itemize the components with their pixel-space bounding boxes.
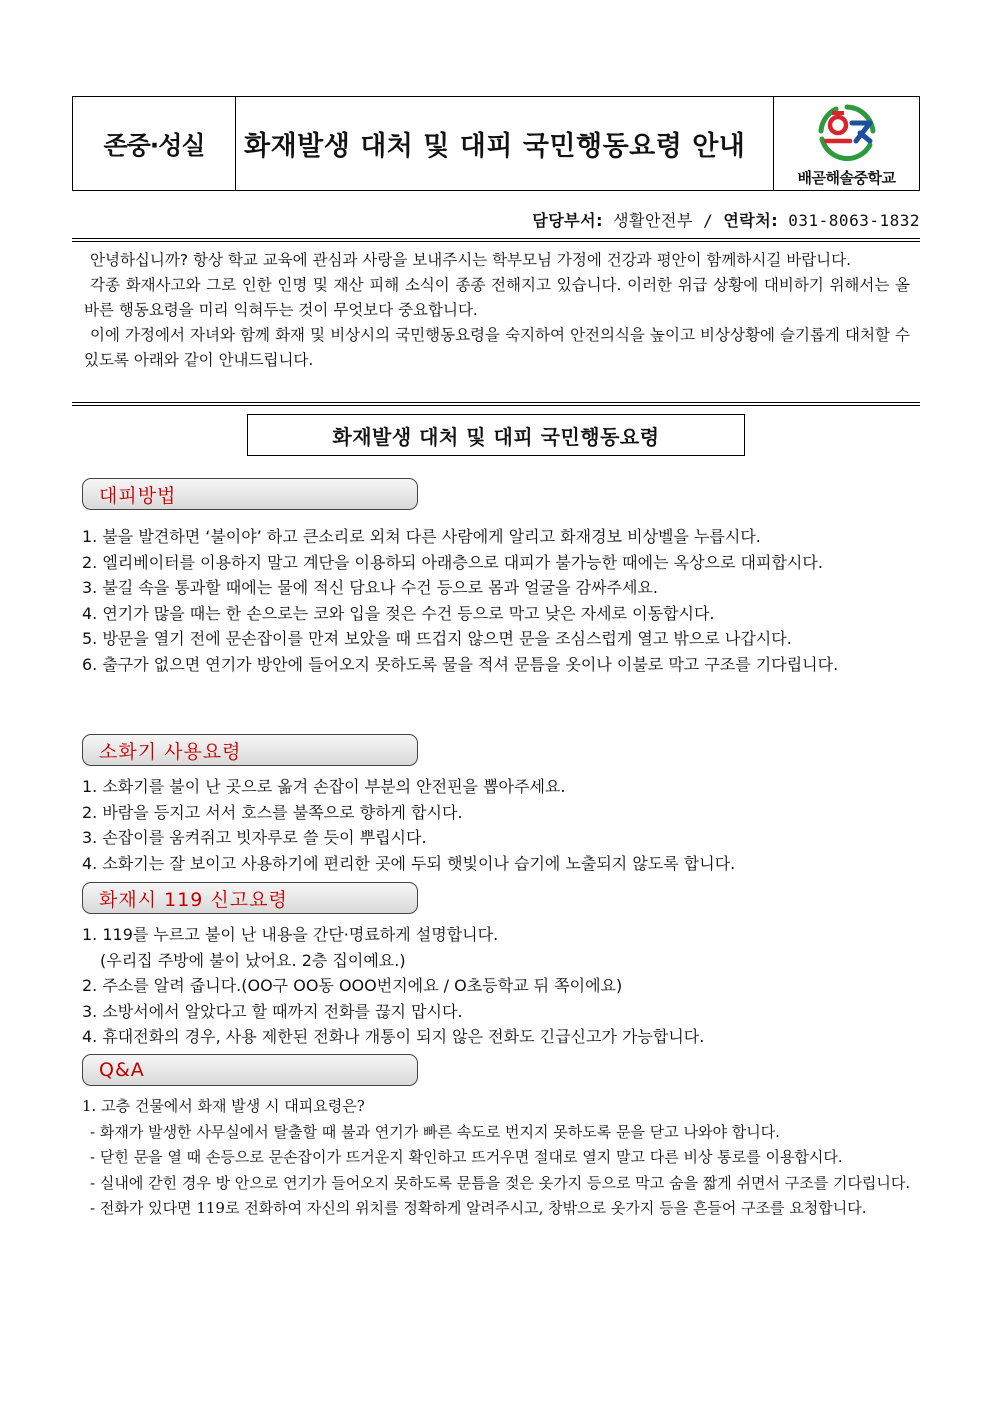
divider-top-2: [72, 241, 920, 242]
qa-question: 1. 고층 건물에서 화재 발생 시 대피요령은?: [82, 1097, 365, 1115]
list-item: (우리집 주방에 불이 났어요. 2층 집이예요.): [100, 950, 406, 970]
qa-answer: - 닫힌 문을 열 때 손등으로 문손잡이가 뜨거운지 확인하고 뜨거우면 절대로 열지 말고 다른 비상 통로를 이용합시다.: [90, 1148, 843, 1166]
list-item: 3. 손잡이를 움켜쥐고 빗자루로 쓸 듯이 뿌립시다.: [82, 828, 427, 847]
report-list: [82, 922, 914, 1050]
list-item: 1. 소화기를 불이 난 곳으로 옮겨 손잡이 부분의 안전핀을 뽑아주세요.: [82, 777, 566, 796]
phone-value: 031-8063-1832: [788, 211, 920, 230]
divider-bottom-2: [72, 405, 920, 406]
qa-answer: - 전화가 있다면 119로 전화하여 자신의 위치를 정확하게 알려주시고, 창밖으로 옷가지 등을 흔들어 구조를 요청합니다.: [90, 1199, 867, 1217]
list-item: 2. 바람을 등지고 서서 호스를 불쪽으로 향하게 합시다.: [82, 802, 463, 822]
list-item: 6. 출구가 없으면 연기가 방안에 들어오지 못하도록 물을 적셔 문틈을 옷이나 이불로 막고 구조를 기다립니다.: [82, 654, 839, 674]
intro-paragraph: 각종 화재사고와 그로 인한 인명 및 재산 피해 소식이 종종 전해지고 있습니다. 이러한 위급 상황에 대비하기 위해서는 올바른 행동요령을 미리 익혀두는 것이 무엇보다 중요합니다.: [84, 276, 910, 319]
qa-list: [82, 1094, 914, 1222]
list-item: 3. 불길 속을 통과할 때에는 물에 적신 담요나 수건 등으로 몸과 얼굴을 감싸주세요.: [82, 578, 658, 597]
dept-label: 담당부서:: [532, 211, 603, 230]
list-item: 3. 소방서에서 알았다고 할 때까지 전화를 끊지 맙시다.: [82, 1001, 463, 1021]
school-emblem-icon: [812, 101, 882, 165]
intro-paragraph: 안녕하십니까? 항상 학교 교육에 관심과 사랑을 보내주시는 학부모님 가정에 건강과 평안이 함께하시길 바랍니다.: [90, 251, 852, 269]
section-heading-report: 화재시 119 신고요령: [82, 882, 418, 914]
intro-text: [84, 248, 910, 373]
list-item: 2. 엘리베이터를 이용하지 말고 계단을 이용하되 아래층으로 대피가 불가능한 때에는 옥상으로 대피합시다.: [82, 552, 823, 572]
list-item: 5. 방문을 열기 전에 문손잡이를 만져 보았을 때 뜨겁지 않으면 문을 조심스럽게 열고 밖으로 나갑시다.: [82, 629, 792, 648]
list-item: 4. 휴대전화의 경우, 사용 제한된 전화나 개통이 되지 않은 전화도 긴급신고가 가능합니다.: [82, 1027, 705, 1046]
phone-label: 연락처:: [723, 211, 779, 230]
header-table: [72, 96, 920, 191]
divider-top: [72, 238, 920, 239]
qa-answer: - 화재가 발생한 사무실에서 탈출할 때 불과 연기가 빠른 속도로 번지지 못하도록 문을 닫고 나와야 합니다.: [90, 1122, 780, 1141]
intro-paragraph: 이에 가정에서 자녀와 함께 화재 및 비상시의 국민행동요령을 숙지하여 안전의식을 높이고 비상상황에 슬기롭게 대처할 수 있도록 아래와 같이 안내드립니다.: [84, 326, 910, 369]
contact-line: [532, 208, 920, 231]
school-logo: [774, 97, 919, 190]
qa-answer: - 실내에 갇힌 경우 방 안으로 연기가 들어오지 못하도록 문틈을 젖은 옷가지 등으로 막고 숨을 짧게 쉬면서 구조를 기다립니다.: [90, 1173, 911, 1192]
document-title: 화재발생 대처 및 대피 국민행동요령 안내: [236, 97, 774, 190]
list-item: 4. 소화기는 잘 보이고 사용하기에 편리한 곳에 두되 햇빛이나 습기에 노출되지 않도록 합니다.: [82, 853, 736, 873]
section-heading-qa: Q&A: [82, 1054, 418, 1086]
evacuation-list: [82, 524, 914, 677]
school-name: 배곧해솔중학교: [797, 169, 896, 187]
school-motto: 존중·성실: [73, 97, 236, 190]
section-heading-extinguisher: 소화기 사용요령: [82, 734, 418, 766]
list-item: 1. 119를 누르고 불이 난 내용을 간단·명료하게 설명합니다.: [82, 925, 499, 944]
list-item: 1. 불을 발견하면 ‘불이야’ 하고 큰소리로 외쳐 다른 사람에게 알리고 화재경보 비상벨을 누릅시다.: [82, 527, 761, 546]
contact-separator: /: [703, 211, 714, 230]
list-item: 2. 주소를 알려 줍니다.(OO구 OO동 OOO번지에요 / O초등학교 뒤 쪽이에요): [82, 976, 623, 995]
section-heading-evacuation: 대피방법: [82, 478, 418, 510]
list-item: 4. 연기가 많을 때는 한 손으로는 코와 입을 젖은 수건 등으로 막고 낮은 자세로 이동합시다.: [82, 603, 715, 623]
dept-value: 생활안전부: [613, 211, 693, 230]
main-title: 화재발생 대처 및 대피 국민행동요령: [247, 414, 745, 456]
extinguisher-list: [82, 774, 914, 876]
divider-bottom: [72, 402, 920, 403]
